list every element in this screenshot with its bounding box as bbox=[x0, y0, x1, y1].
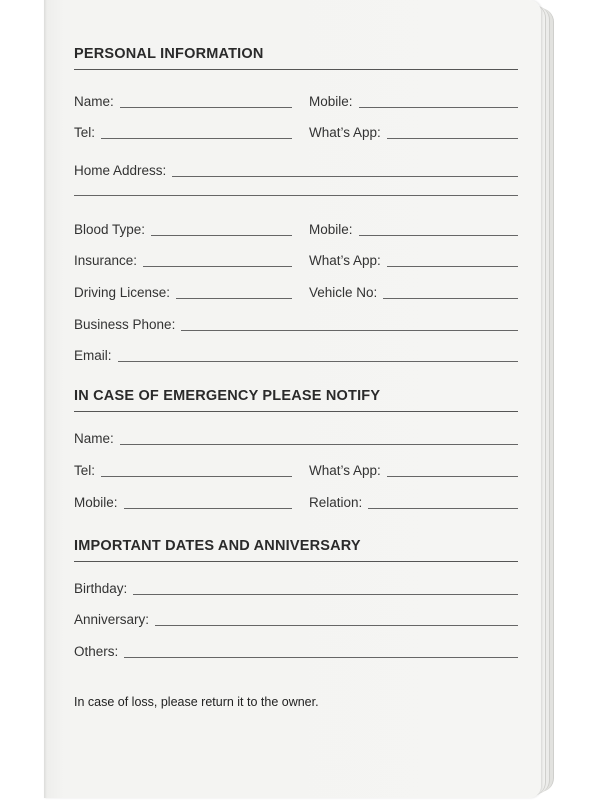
email-field[interactable] bbox=[74, 344, 518, 364]
whatsapp-2-line[interactable] bbox=[387, 265, 518, 267]
home-address-line[interactable] bbox=[172, 175, 518, 177]
tel-line[interactable] bbox=[101, 137, 292, 139]
emergency-mobile-label: Mobile: bbox=[74, 495, 118, 510]
emergency-tel-label: Tel: bbox=[74, 463, 96, 478]
mobile-2-field[interactable] bbox=[309, 218, 518, 238]
emergency-relation-field[interactable] bbox=[309, 491, 518, 511]
whatsapp-line[interactable] bbox=[387, 137, 518, 139]
driving-license-label: Driving License: bbox=[74, 285, 171, 300]
vehicle-no-line[interactable] bbox=[383, 297, 518, 299]
emergency-tel-line[interactable] bbox=[101, 475, 292, 477]
home-address-field[interactable] bbox=[74, 159, 518, 179]
home-address-label: Home Address: bbox=[74, 163, 167, 178]
driving-license-field[interactable] bbox=[74, 281, 292, 301]
name-label: Name: bbox=[74, 94, 114, 109]
whatsapp-field[interactable] bbox=[309, 121, 518, 141]
anniversary-field[interactable] bbox=[74, 608, 518, 628]
others-label: Others: bbox=[74, 644, 119, 659]
blood-type-label: Blood Type: bbox=[74, 222, 146, 237]
emergency-relation-line[interactable] bbox=[368, 507, 518, 509]
home-address-line-2[interactable] bbox=[74, 194, 518, 196]
emergency-name-line[interactable] bbox=[120, 443, 518, 445]
emergency-relation-label: Relation: bbox=[309, 495, 363, 510]
emergency-whatsapp-label: What’s App: bbox=[309, 463, 381, 478]
business-phone-label: Business Phone: bbox=[74, 317, 176, 332]
emergency-name-label: Name: bbox=[74, 431, 114, 446]
emergency-whatsapp-line[interactable] bbox=[387, 475, 518, 477]
birthday-field[interactable] bbox=[74, 577, 518, 597]
business-phone-field[interactable] bbox=[74, 313, 518, 333]
driving-license-line[interactable] bbox=[176, 297, 292, 299]
name-field[interactable] bbox=[74, 90, 292, 110]
mobile-2-line[interactable] bbox=[359, 234, 518, 236]
section-heading-dates: IMPORTANT DATES AND ANNIVERSARY bbox=[74, 538, 518, 562]
mobile-field[interactable] bbox=[309, 90, 518, 110]
whatsapp-2-field[interactable] bbox=[309, 249, 518, 269]
birthday-line[interactable] bbox=[133, 593, 518, 595]
mobile-2-label: Mobile: bbox=[309, 222, 353, 237]
insurance-field[interactable] bbox=[74, 249, 292, 269]
anniversary-line[interactable] bbox=[155, 624, 518, 626]
birthday-label: Birthday: bbox=[74, 581, 128, 596]
blood-type-field[interactable] bbox=[74, 218, 292, 238]
emergency-mobile-field[interactable] bbox=[74, 491, 292, 511]
whatsapp-label: What’s App: bbox=[309, 125, 381, 140]
email-line[interactable] bbox=[118, 360, 518, 362]
mobile-line[interactable] bbox=[359, 106, 518, 108]
whatsapp-2-label: What’s App: bbox=[309, 253, 381, 268]
business-phone-line[interactable] bbox=[181, 329, 518, 331]
emergency-tel-field[interactable] bbox=[74, 459, 292, 479]
insurance-label: Insurance: bbox=[74, 253, 138, 268]
others-line[interactable] bbox=[124, 656, 518, 658]
blood-type-line[interactable] bbox=[151, 234, 292, 236]
mobile-label: Mobile: bbox=[309, 94, 353, 109]
tel-label: Tel: bbox=[74, 125, 96, 140]
tel-field[interactable] bbox=[74, 121, 292, 141]
emergency-name-field[interactable] bbox=[74, 427, 518, 447]
vehicle-no-field[interactable] bbox=[309, 281, 518, 301]
footer-note: In case of loss, please return it to the owner. bbox=[74, 695, 319, 709]
insurance-line[interactable] bbox=[143, 265, 292, 267]
others-field[interactable] bbox=[74, 640, 518, 660]
name-line[interactable] bbox=[120, 106, 292, 108]
vehicle-no-label: Vehicle No: bbox=[309, 285, 378, 300]
emergency-whatsapp-field[interactable] bbox=[309, 459, 518, 479]
section-heading-personal: PERSONAL INFORMATION bbox=[74, 46, 518, 70]
email-label: Email: bbox=[74, 348, 112, 363]
emergency-mobile-line[interactable] bbox=[124, 507, 292, 509]
section-heading-emergency: IN CASE OF EMERGENCY PLEASE NOTIFY bbox=[74, 388, 518, 412]
anniversary-label: Anniversary: bbox=[74, 612, 150, 627]
